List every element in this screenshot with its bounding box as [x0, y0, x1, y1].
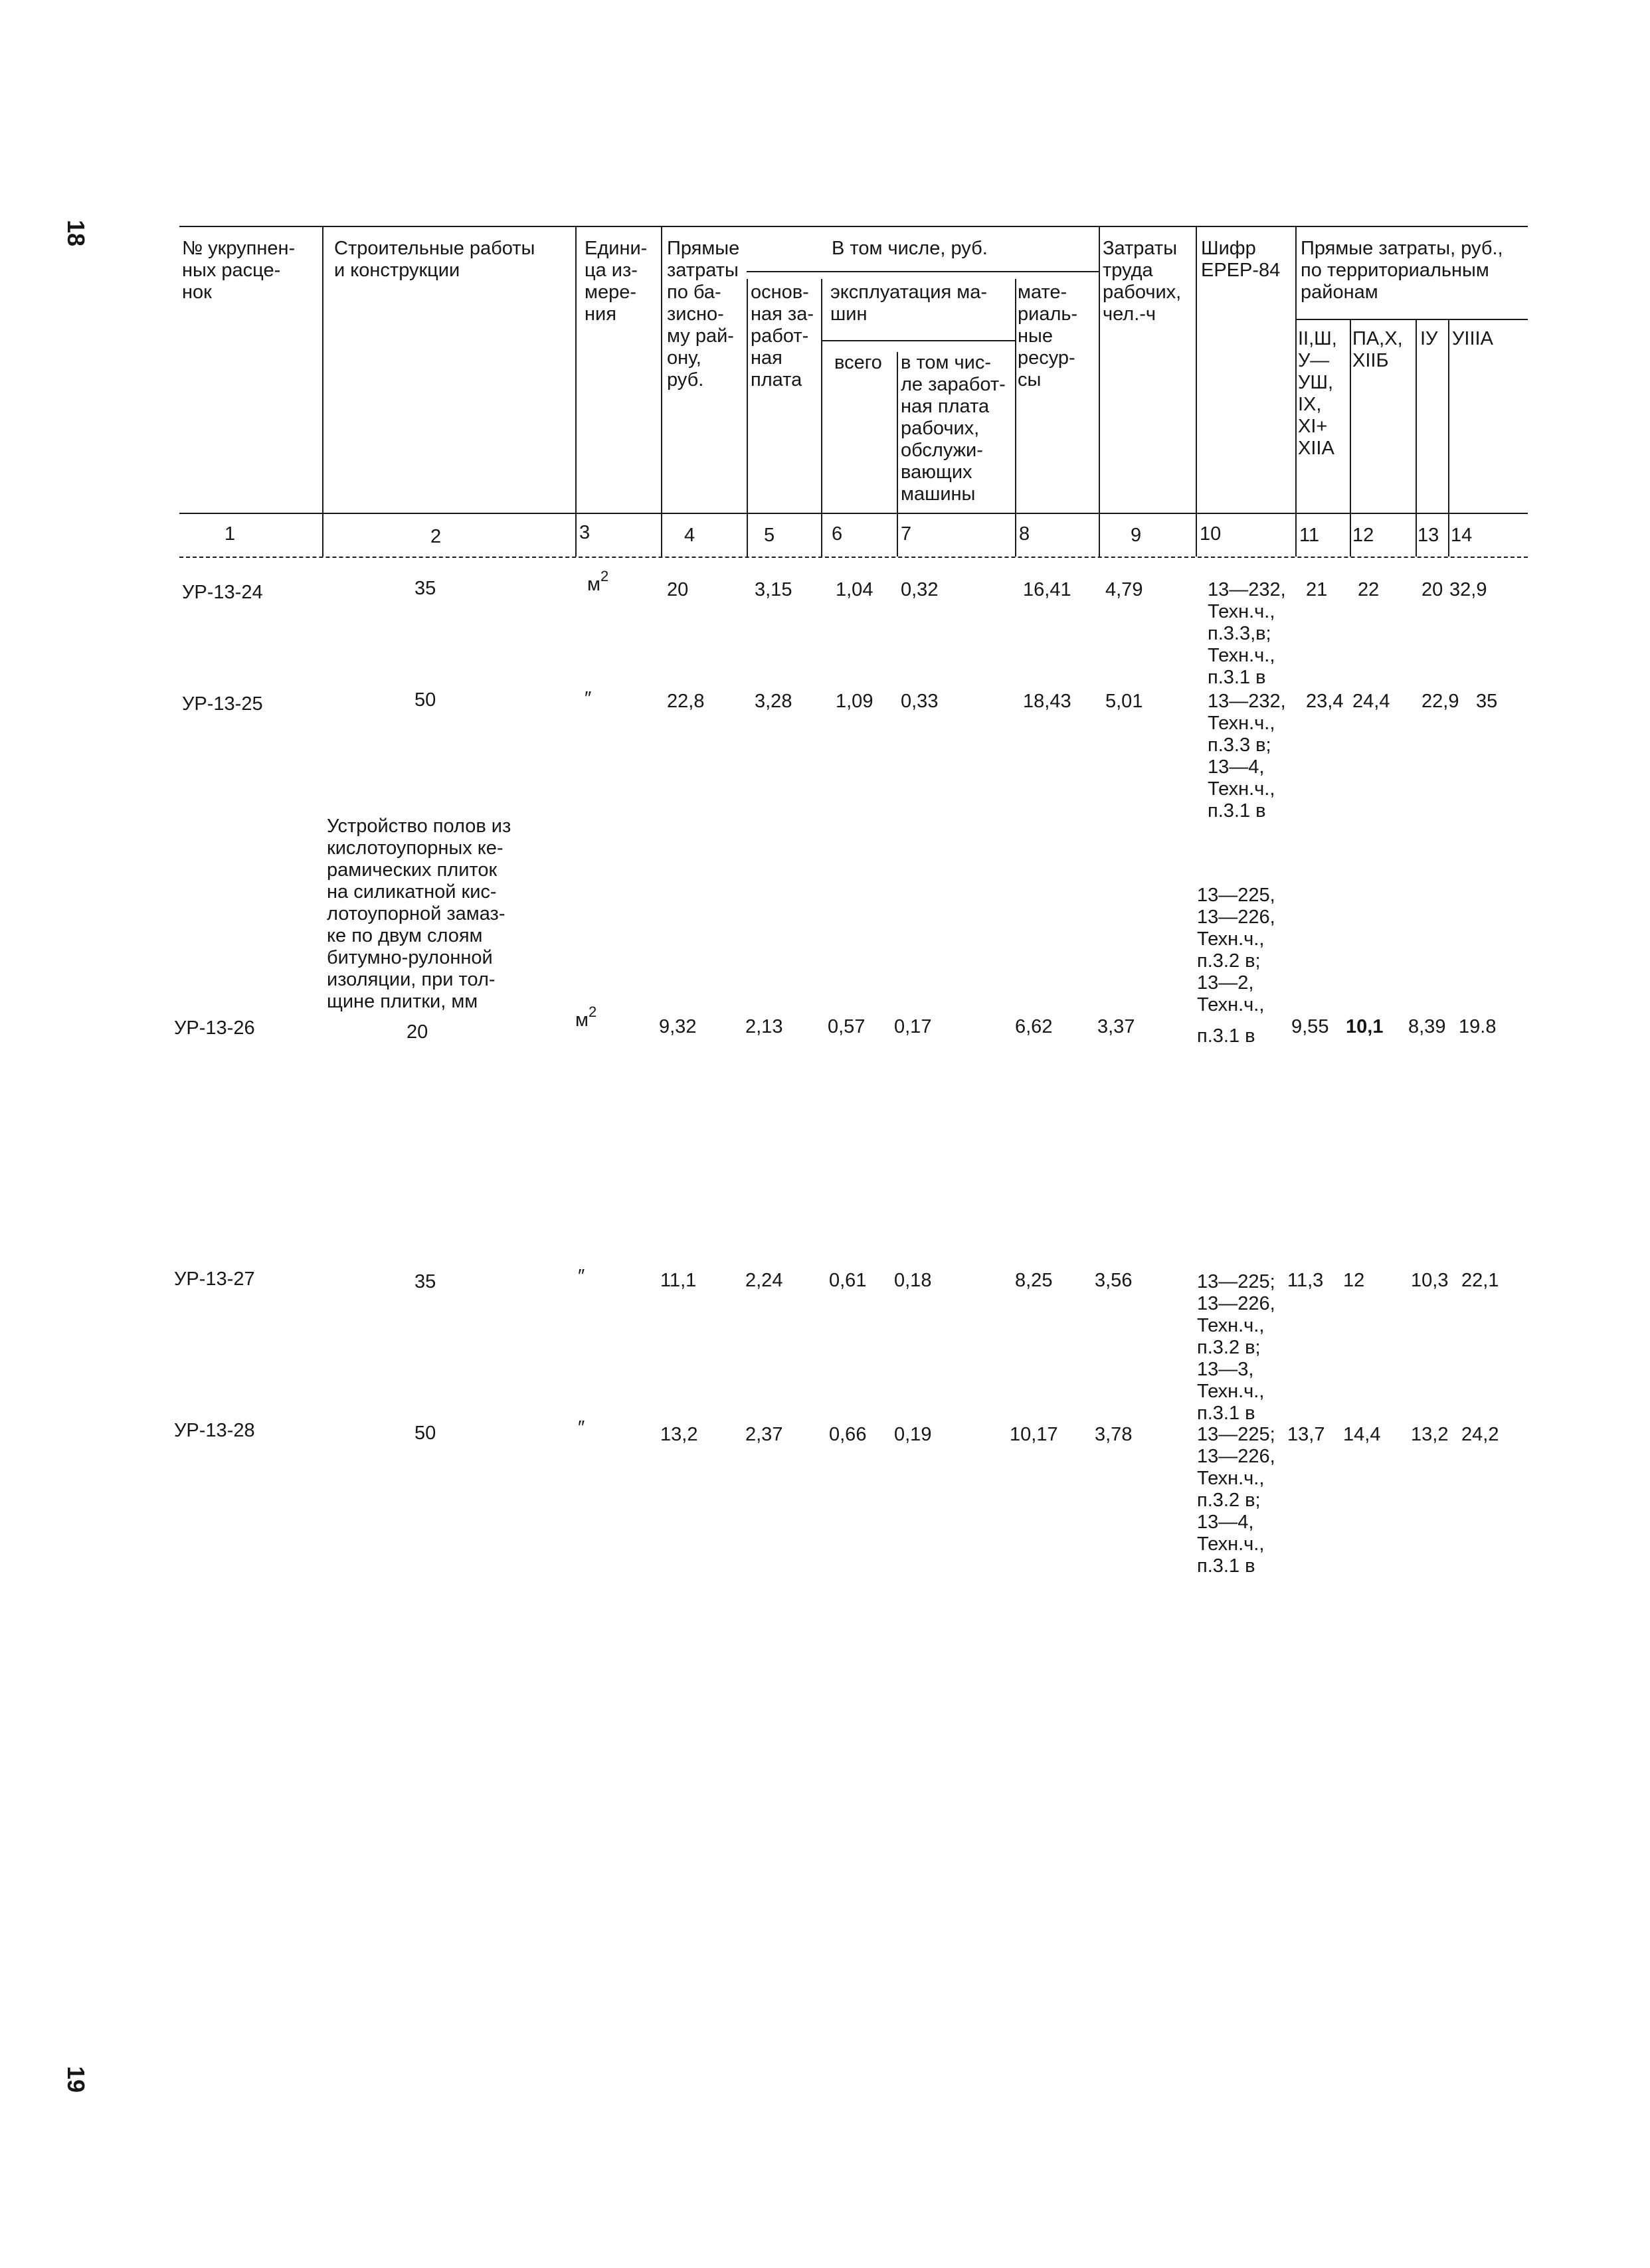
row-region-4: 22,1 [1461, 1270, 1499, 1291]
row-erer-code: 13—225; 13—226, Техн.ч., п.3.2 в; 13—4, Техн.ч., п.3.1 в [1197, 1424, 1275, 1577]
header-col-wage: основ- ная за- работ- ная плата [751, 282, 814, 391]
row-code: УР-13-25 [182, 693, 263, 715]
column-number: 7 [901, 523, 912, 545]
column-number: 11 [1299, 525, 1320, 546]
row-thickness: 35 [414, 1271, 436, 1292]
row-region-3: 20 [1421, 579, 1443, 600]
row-region-2: 10,1 [1346, 1016, 1384, 1037]
row-region-3: 13,2 [1411, 1424, 1449, 1445]
row-region-3: 22,9 [1421, 691, 1459, 712]
row-materials: 16,41 [1023, 579, 1071, 600]
row-machine: 1,04 [836, 579, 873, 600]
column-number: 1 [225, 523, 236, 545]
row-region-3: 10,3 [1411, 1270, 1449, 1291]
column-number: 6 [832, 523, 843, 545]
row-machine: 1,09 [836, 691, 873, 712]
row-region-2: 22 [1358, 579, 1380, 600]
row-erer-code: 13—232, Техн.ч., п.3.3,в; Техн.ч., п.3.1 в [1208, 579, 1286, 688]
column-number: 13 [1418, 525, 1439, 546]
row-erer-code: 13—232, Техн.ч., п.3.3 в; 13—4, Техн.ч., п.3.1 в [1208, 691, 1286, 822]
row-unit: ″ [585, 688, 592, 709]
row-code: УР-13-26 [174, 1017, 255, 1039]
row-erer-code: 13—225, 13—226, Техн.ч., п.3.2 в; 13—2, Техн.ч., п.3.1 в [1197, 885, 1275, 1047]
row-wage: 2,24 [745, 1270, 783, 1291]
header-col-region-4: УIIIА [1452, 328, 1493, 349]
header-col-region-1: II,Ш, У— УШ, IX, XI+ XIIA [1298, 328, 1337, 459]
page-number-bottom: 19 [62, 2065, 90, 2093]
row-region-1: 13,7 [1287, 1424, 1325, 1445]
row-thickness: 50 [414, 689, 436, 711]
header-col-machine: эксплуатация ма- шин [830, 282, 987, 325]
row-unit: $м^2$ [587, 568, 609, 595]
row-code: УР-13-28 [174, 1420, 255, 1441]
row-region-3: 8,39 [1408, 1016, 1446, 1037]
row-materials: 18,43 [1023, 691, 1071, 712]
header-col-direct: Прямые затраты по ба- зисно- му рай- ону, руб. [667, 238, 740, 391]
row-labor: 3,56 [1095, 1270, 1133, 1291]
column-number: 5 [764, 525, 775, 546]
row-labor: 3,37 [1097, 1016, 1135, 1037]
row-region-1: 11,3 [1287, 1270, 1324, 1291]
row-unit: $м^2$ [575, 1003, 597, 1031]
column-number: 9 [1131, 525, 1142, 546]
column-number: 14 [1451, 525, 1473, 546]
page-number-top: 18 [62, 219, 90, 247]
row-wage: 2,37 [745, 1424, 783, 1445]
row-unit: ″ [578, 1266, 585, 1287]
row-direct: 22,8 [667, 691, 705, 712]
row-labor: 5,01 [1105, 691, 1143, 712]
row-thickness: 20 [407, 1021, 428, 1043]
section-title: Устройство полов из кислотоупорных ке- рамических плиток на силикатной кис- лотоупорной замаз- ке по двум слоям битумно-рулонной изоляции, при тол- щине плитки, мм [327, 816, 511, 1012]
header-col-region-2: ПА,Х, XIIБ [1352, 328, 1403, 371]
row-machine-wage: 0,17 [894, 1016, 932, 1037]
row-unit: ″ [578, 1417, 585, 1439]
header-col-materials: мате- риаль- ные ресур- сы [1018, 282, 1078, 391]
row-wage: 2,13 [745, 1016, 783, 1037]
row-region-4: 35 [1476, 691, 1498, 712]
row-thickness: 50 [414, 1423, 436, 1444]
row-machine-wage: 0,19 [894, 1424, 932, 1445]
row-region-4: 24,2 [1461, 1424, 1499, 1445]
row-machine: 0,61 [829, 1270, 867, 1291]
row-machine-wage: 0,33 [901, 691, 939, 712]
row-code: УР-13-27 [174, 1268, 255, 1290]
row-code: УР-13-24 [182, 582, 263, 603]
header-col-unit: Едини- ца из- мере- ния [585, 238, 648, 325]
row-region-4: 32,9 [1449, 579, 1487, 600]
header-col-machine-wage: в том чис- ле заработ- ная плата рабочих, обслужи- вающих машины [901, 352, 1006, 505]
header-col-regional: Прямые затраты, руб., по территориальным районам [1301, 238, 1503, 303]
header-col-works: Строительные работы и конструкции [334, 238, 535, 281]
row-wage: 3,28 [755, 691, 792, 712]
row-direct: 20 [667, 579, 689, 600]
row-materials: 8,25 [1015, 1270, 1053, 1291]
row-wage: 3,15 [755, 579, 792, 600]
row-region-2: 12 [1343, 1270, 1365, 1291]
row-direct: 9,32 [659, 1016, 697, 1037]
header-col-code: Шифр ЕРЕР-84 [1201, 238, 1281, 281]
row-erer-code: 13—225; 13—226, Техн.ч., п.3.2 в; 13—3, Техн.ч., п.3.1 в [1197, 1271, 1275, 1424]
header-col-labor: Затраты труда рабочих, чел.-ч [1103, 238, 1182, 325]
row-direct: 13,2 [660, 1424, 698, 1445]
row-region-1: 23,4 [1306, 691, 1344, 712]
row-thickness: 35 [414, 578, 436, 599]
column-number: 4 [684, 525, 695, 546]
row-region-1: 21 [1306, 579, 1328, 600]
row-machine-wage: 0,32 [901, 579, 939, 600]
row-machine-wage: 0,18 [894, 1270, 932, 1291]
row-region-4: 19.8 [1459, 1016, 1497, 1037]
row-machine: 0,66 [829, 1424, 867, 1445]
row-materials: 10,17 [1010, 1424, 1058, 1445]
column-number: 10 [1200, 523, 1222, 545]
row-materials: 6,62 [1015, 1016, 1053, 1037]
column-number: 2 [430, 526, 442, 547]
header-col-including: В том числе, руб. [832, 238, 988, 259]
column-number: 8 [1019, 523, 1030, 545]
row-labor: 3,78 [1095, 1424, 1133, 1445]
row-direct: 11,1 [660, 1270, 697, 1291]
row-region-2: 14,4 [1343, 1424, 1381, 1445]
column-number: 12 [1352, 525, 1374, 546]
row-region-2: 24,4 [1352, 691, 1390, 712]
row-machine: 0,57 [828, 1016, 866, 1037]
row-labor: 4,79 [1105, 579, 1143, 600]
header-col-number: № укрупнен- ных расце- нок [182, 238, 296, 303]
header-col-machine-total: всего [834, 352, 882, 373]
row-region-1: 9,55 [1291, 1016, 1329, 1037]
column-number: 3 [579, 522, 591, 543]
header-col-region-3: IУ [1420, 328, 1438, 349]
